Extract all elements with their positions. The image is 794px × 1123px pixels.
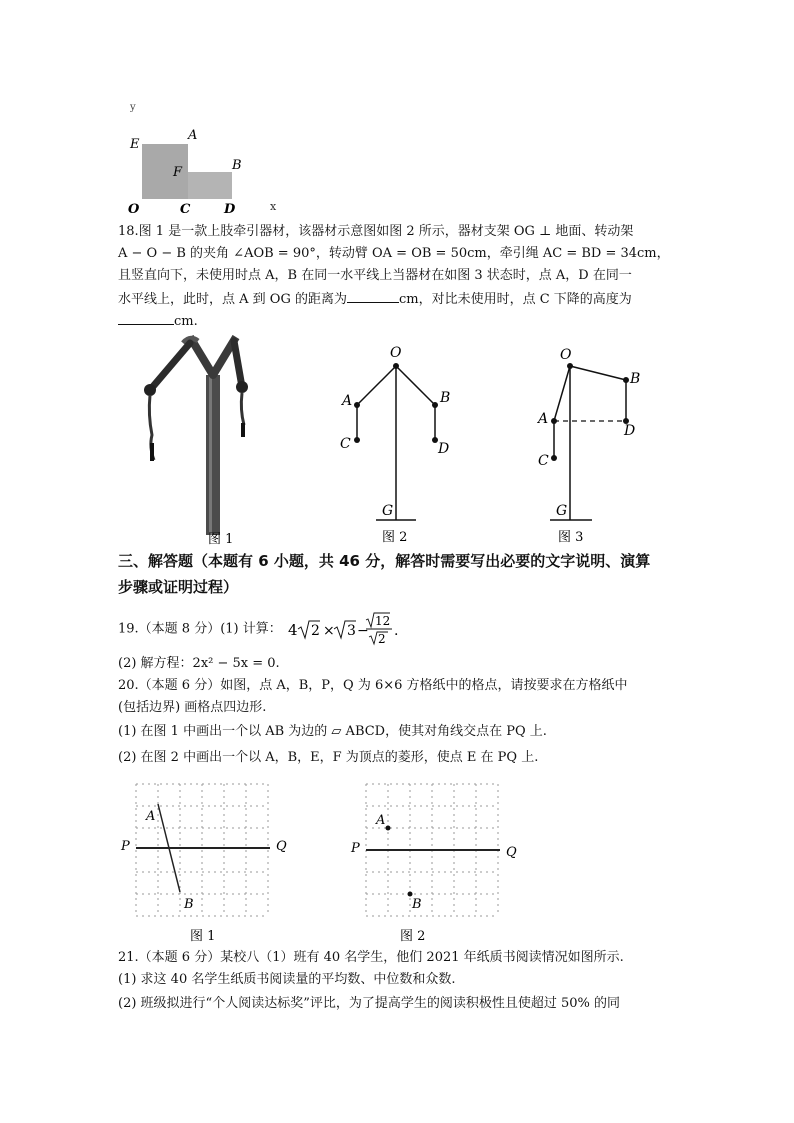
q21-line-3: (2) 班级拟进行“个人阅读达标奖”评比，为了提高学生的阅读积极性且使超过 50% 的同 bbox=[118, 996, 620, 1011]
q18-line-4b: cm，对比未使用时，点 C 下降的高度为 bbox=[398, 292, 632, 307]
left-arm bbox=[150, 343, 190, 390]
pole bbox=[206, 375, 220, 535]
fig3-label-C: C bbox=[538, 453, 549, 469]
fig-label-A: A bbox=[188, 128, 198, 143]
q19-line-1 bbox=[118, 612, 404, 646]
expr-radicand-2: 3 bbox=[346, 623, 356, 639]
expr-numerator: 12 bbox=[374, 614, 391, 628]
expr-denominator: 2 bbox=[377, 632, 386, 646]
svg-text:.: . bbox=[393, 623, 399, 639]
q21-line-2: (1) 求这 40 名学生纸质书阅读量的平均数、中位数和众数. bbox=[118, 972, 456, 987]
figure-coordinate-shape bbox=[118, 96, 288, 221]
answer-blank-2[interactable] bbox=[118, 310, 174, 325]
q18-line-1: 18.图 1 是一款上肢牵引器材，该器材示意图如图 2 所示，器材支架 OG ⊥ 地面、转动架 bbox=[118, 224, 634, 239]
q18-line-5-text: cm. bbox=[174, 314, 198, 329]
figure-3-diagram bbox=[528, 335, 668, 545]
point-A bbox=[386, 826, 391, 831]
expr-coef: 4 bbox=[287, 621, 298, 639]
right-rope bbox=[241, 393, 244, 425]
grid1-caption: 图 1 bbox=[190, 929, 216, 944]
point-B bbox=[408, 892, 413, 897]
fig18-caption-1: 图 1 bbox=[208, 532, 234, 545]
fig3-label-B: B bbox=[630, 371, 641, 387]
fig-label-C: C bbox=[180, 202, 191, 217]
fig2-label-D: D bbox=[438, 441, 450, 457]
rect-region bbox=[188, 172, 232, 199]
expr-times: × bbox=[322, 623, 335, 639]
answer-blank-1[interactable] bbox=[347, 288, 399, 303]
fig-label-y: y bbox=[130, 102, 136, 113]
grid2-label-Q: Q bbox=[506, 845, 517, 860]
fig3-label-A: A bbox=[538, 411, 549, 427]
right-arm bbox=[234, 341, 242, 387]
fig3-label-G: G bbox=[556, 503, 568, 519]
fig3-label-O: O bbox=[560, 347, 572, 363]
fig18-caption-2: 图 2 bbox=[382, 530, 408, 545]
section-3-heading-line-1: 三、解答题（本题有 6 小题，共 46 分，解答时需要写出必要的文字说明、演算 bbox=[118, 552, 651, 570]
fig2-label-O: O bbox=[390, 345, 402, 361]
fig18-caption-3: 图 3 bbox=[558, 530, 584, 545]
right-handle bbox=[241, 423, 245, 437]
section-3-heading-line-2: 步骤或证明过程） bbox=[118, 578, 239, 596]
grid1-label-B: B bbox=[184, 897, 194, 912]
figure-1-photo bbox=[130, 335, 270, 545]
grid2-caption: 图 2 bbox=[400, 929, 426, 944]
q18-line-4a: 水平线上，此时，点 A 到 OG 的距离为 bbox=[118, 292, 347, 307]
fig3-label-D: D bbox=[624, 423, 636, 439]
q19-line-2: (2) 解方程：2x² − 5x = 0. bbox=[118, 656, 280, 671]
fig-label-D: D bbox=[224, 202, 236, 217]
q20-line-1: 20.（本题 6 分）如图，点 A，B，P，Q 为 6×6 方格纸中的格点，请按要求在方格纸中 bbox=[118, 678, 628, 693]
q18-line-2: A − O − B 的夹角 ∠AOB = 90°，转动臂 OA = OB = 50cm，牵引绳 AC = BD = 34cm， bbox=[118, 246, 670, 261]
fig-label-O: O bbox=[128, 202, 140, 217]
q20-line-2: (包括边界) 画格点四边形. bbox=[118, 700, 267, 715]
fig2-label-C: C bbox=[340, 436, 351, 452]
grid1-label-P: P bbox=[121, 839, 130, 854]
grid-figure-1 bbox=[118, 776, 298, 946]
q18-line-4 bbox=[118, 288, 632, 310]
grid2-label-A: A bbox=[376, 813, 386, 828]
q21-line-1: 21.（本题 6 分）某校八（1）班有 40 名学生，他们 2021 年纸质书阅读情况如图所示. bbox=[118, 950, 624, 965]
grid1-label-A: A bbox=[146, 809, 156, 824]
fig2-label-A: A bbox=[342, 393, 353, 409]
q20-line-4: (2) 在图 2 中画出一个以 A，B，E，F 为顶点的菱形，使点 E 在 PQ 上. bbox=[118, 750, 539, 765]
q18-line-5 bbox=[118, 310, 198, 332]
grid1-label-Q: Q bbox=[276, 839, 287, 854]
swivel-frame bbox=[190, 337, 236, 375]
figure-2-diagram bbox=[330, 335, 470, 545]
fig2-label-B: B bbox=[440, 390, 451, 406]
q19-expression bbox=[286, 612, 404, 646]
fig-label-B: B bbox=[232, 158, 242, 173]
grid-figure-2 bbox=[348, 776, 528, 946]
expr-radicand-1: 2 bbox=[310, 623, 320, 639]
grid2-label-P: P bbox=[351, 841, 360, 856]
expr-minus: − bbox=[356, 623, 369, 639]
q19-label: 19.（本题 8 分）(1) 计算： bbox=[118, 621, 282, 637]
q20-line-3: (1) 在图 1 中画出一个以 AB 为边的 ▱ ABCD，使其对角线交点在 PQ 上. bbox=[118, 724, 547, 739]
fig-label-E: E bbox=[130, 137, 140, 152]
fig2-label-G: G bbox=[382, 503, 394, 519]
fig-label-x: x bbox=[270, 200, 277, 213]
grid2-label-B: B bbox=[412, 897, 422, 912]
left-handle bbox=[150, 443, 154, 461]
fig-label-F: F bbox=[173, 165, 183, 180]
q18-line-3: 且竖直向下，未使用时点 A，B 在同一水平线上当器材在如图 3 状态时，点 A，D 在同一 bbox=[118, 268, 632, 283]
